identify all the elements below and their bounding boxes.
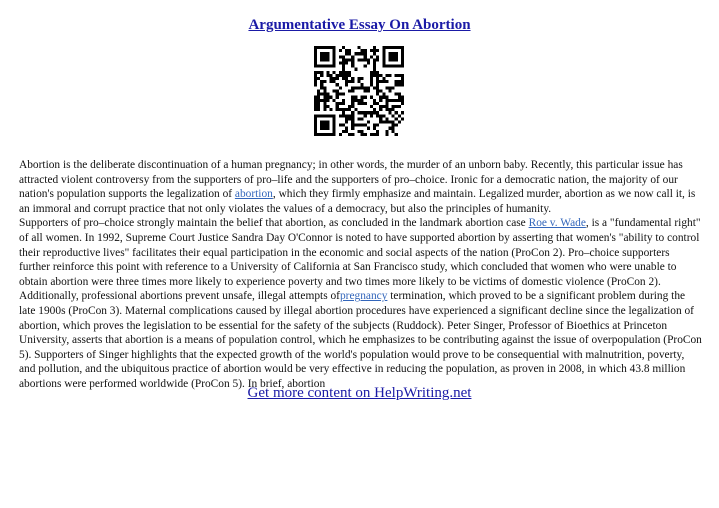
pregnancy-link[interactable]: pregnancy [339,290,388,303]
roe-v-wade-link[interactable]: Roe v. Wade [528,217,586,230]
essay-body [19,158,703,392]
more-content-link[interactable]: Get more content on HelpWriting.net [247,385,472,401]
page-title[interactable]: Argumentative Essay On Abortion [248,17,471,33]
paragraph-2: Supporters of pro–choice strongly maintain the belief that abortion, as concluded in the landmark abortion case Roe v. Wade, is a "fundamental right" of all women. In 1992, Supreme Court Justice Sandra Day O'Connor is noted to have supported abortion by asserting that women's "ability to control their reproductive lives" facilitates their equal participation in the economic and social aspects of the nation (ProCon 2). Pro–choice supporters further reinforce this point with reference to a University of California at San Francisco study, which concluded that women who were unable to obtain abortion were three times more likely to experience poverty and two times more likely to be victims of domestic violence (ProCon 2). Additionally, professional abortions prevent unsafe, illegal attempts ofpregnancy termination, which proved to be a significant problem during the late 1900s (ProCon 3). Maternal complications caused by illegal abortion procedures have experienced a significant decline since the legalization of abortion, which proves the legislation to be essential for the safety of the subjects (Ruddock). Peter Singer, Professor of Bioethics at Princeton University, asserts that abortion is a means of population control, which he emphasizes to be contributing against the issue of overpopulation (ProCon 5). Supporters of Singer highlights that the expected growth of the world's population would prove to be consequential with malnutrition, poverty, and pollution, and the ubiquitous practice of abortion would be very effective in reducing the population, as proven in 2008, in which 43.8 million abortions were performed worldwide (ProCon 5). In brief, abortion [19,217,702,390]
qr-code-icon [314,46,404,136]
paragraph-1: Abortion is the deliberate discontinuation of a human pregnancy; in other words, the murder of an unborn baby. Recently, this particular issue has attracted violent controversy from the supporters of pro–life and the supporters of pro–choice. Ironic for a democratic nation, the majority of our nation's population supports the legalization of abortion, which they firmly emphasize and maintain. Legalized murder, abortion as we now call it, is an immoral and corrupt practice that not only violates the values of a democracy, but also the principles of humanity. [19,159,696,215]
abortion-link[interactable]: abortion [234,188,273,201]
